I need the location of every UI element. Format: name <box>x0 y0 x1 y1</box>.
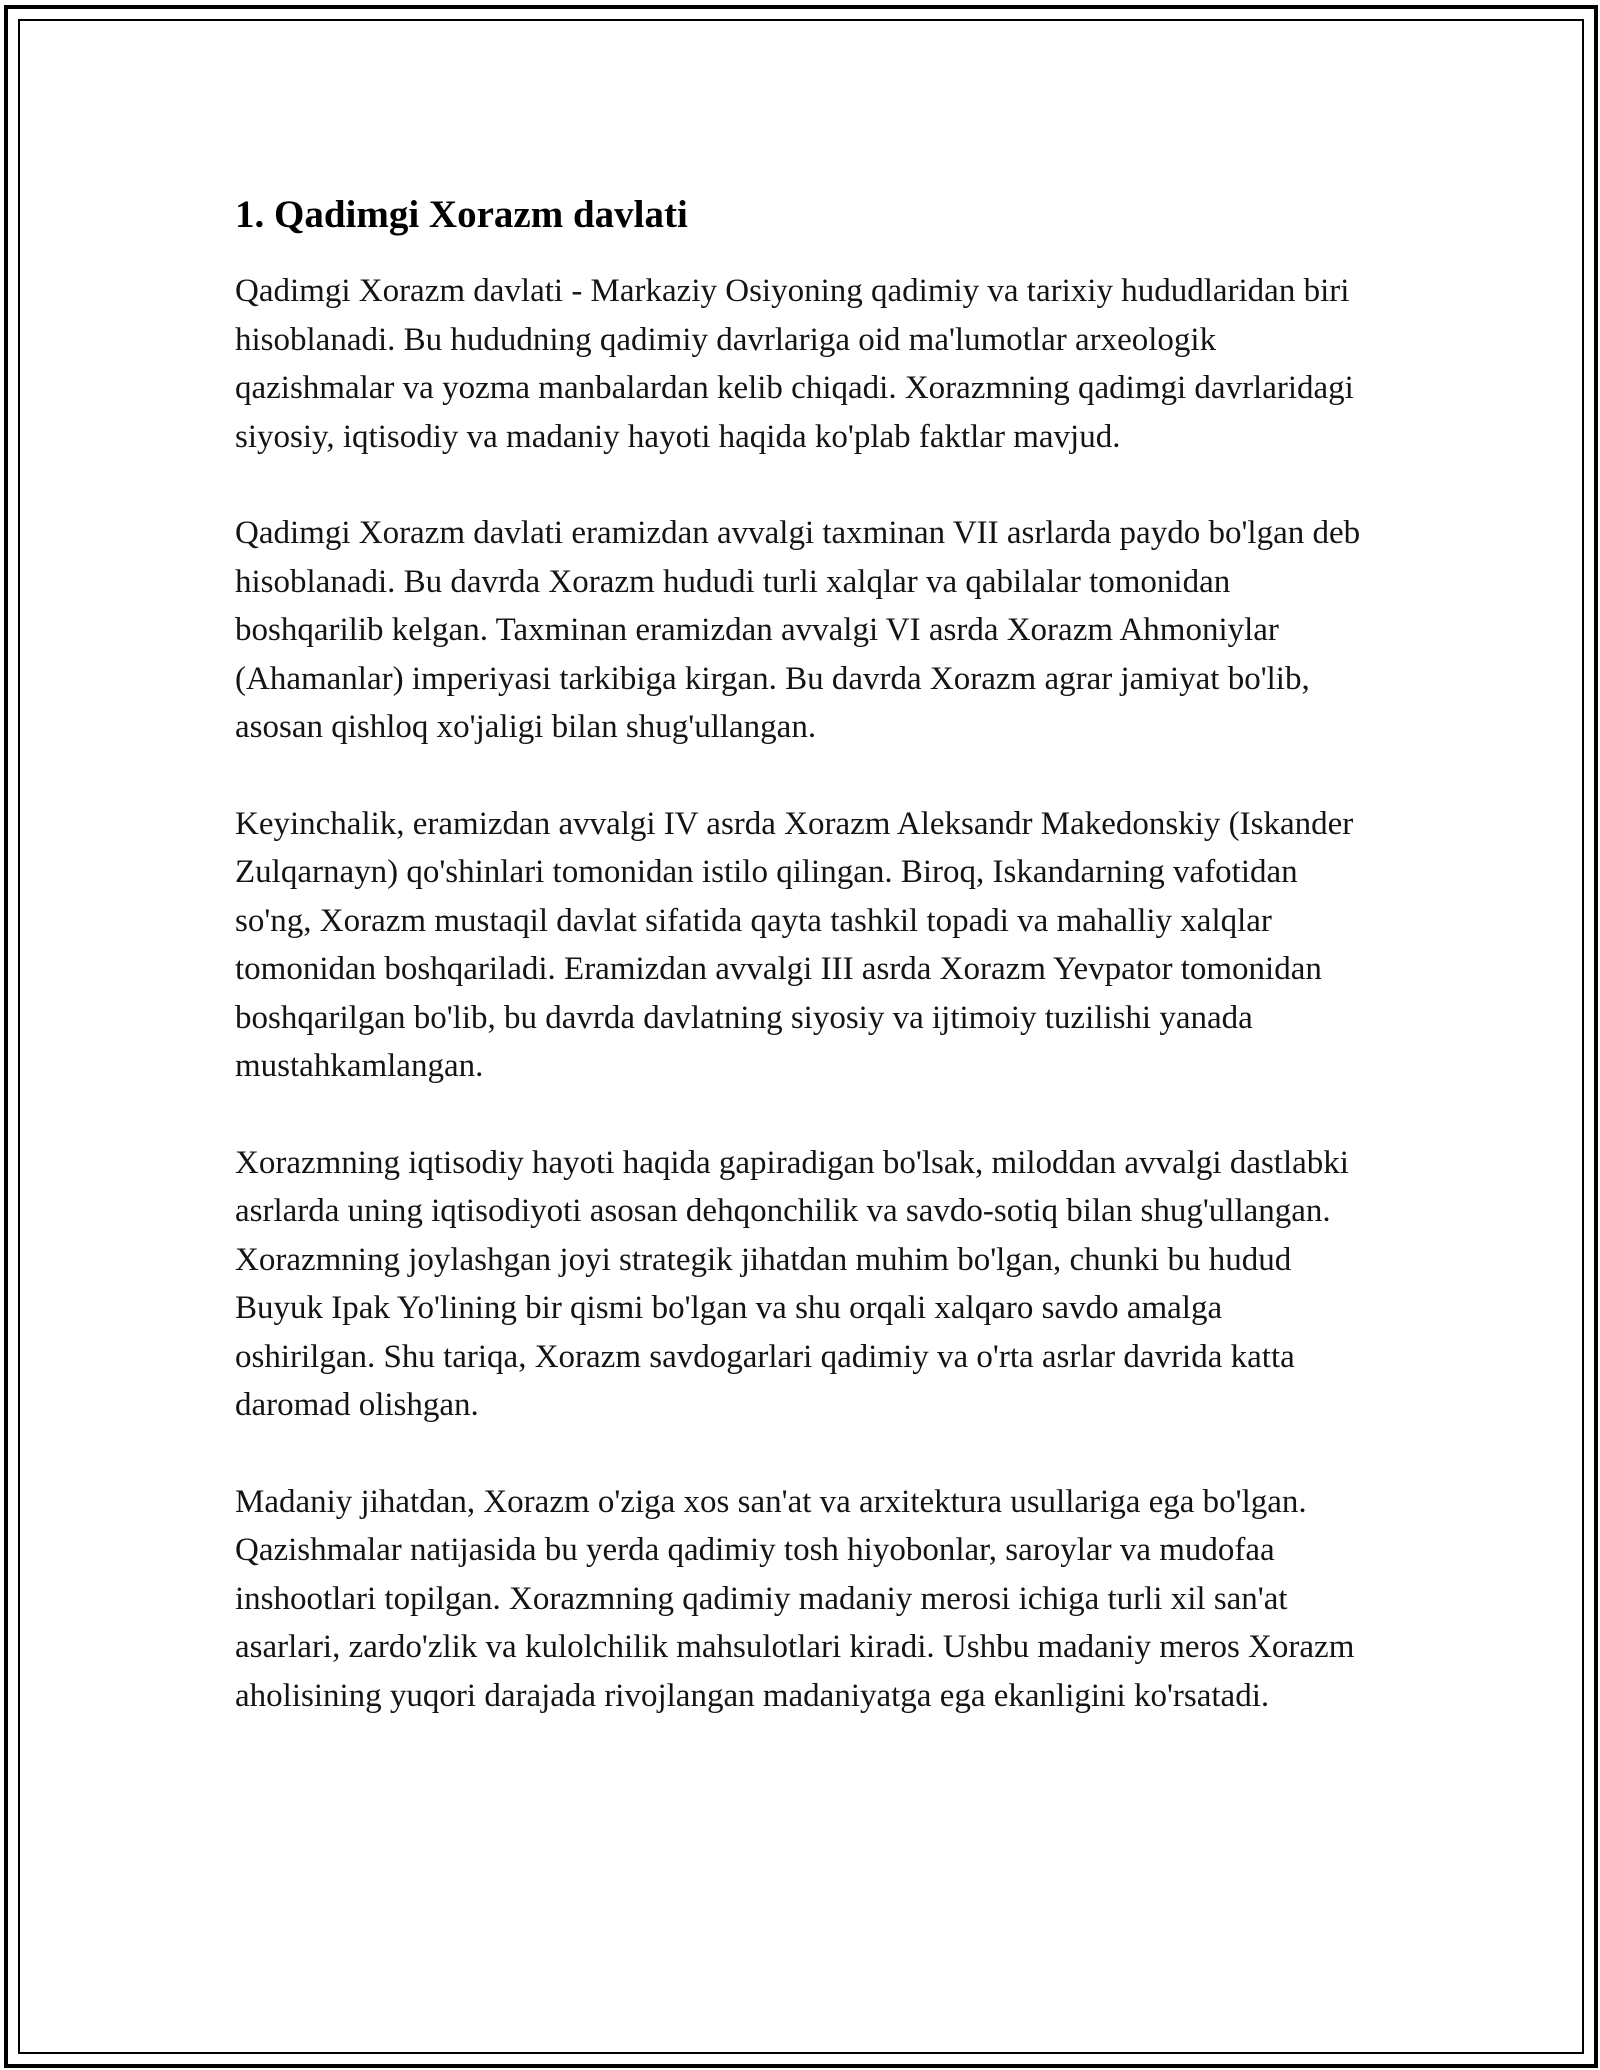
paragraph-5: Madaniy jihatdan, Xorazm o'ziga xos san'at va arxitektura usullariga ega bo'lgan. Qazishmalar natijasida bu yerda qadimiy tosh hiyobonlar, saroylar va mudofaa inshootlari topilgan. Xorazmning qadimiy madaniy merosi ichiga turli xil san'at asarlari, zardo'zlik va kulolchilik mahsulotlari kiradi. Ushbu madaniy meros Xorazm aholisining yuqori darajada rivojlangan madaniyatga ega ekanligini ko'rsatadi. <box>235 1483 1355 1714</box>
section-heading: 1. Qadimgi Xorazm davlati <box>235 193 688 236</box>
paragraph-1: Qadimgi Xorazm davlati - Markaziy Osiyoning qadimiy va tarixiy hududlaridan biri hisoblanadi. Bu hududning qadimiy davrlariga oid ma'lumotlar arxeologik qazishmalar va yozma manbalardan kelib chiqadi. Xorazmning qadimgi davrlaridagi siyosiy, iqtisodiy va madaniy hayoti haqida ko'plab faktlar mavjud. <box>235 273 1354 455</box>
paragraph-4: Xorazmning iqtisodiy hayoti haqida gapiradigan bo'lsak, miloddan avvalgi dastlabki asrlarda uning iqtisodiyoti asosan dehqonchilik va savdo-sotiq bilan shug'ullangan. Xorazmning joylashgan joyi strategik jihatdan muhim bo'lgan, chunki bu hudud Buyuk Ipak Yo'lining bir qismi bo'lgan va shu orqali xalqaro savdo amalga oshirilgan. Shu tariqa, Xorazm savdogarlari qadimiy va o'rta asrlar davrida katta daromad olishgan. <box>235 1144 1349 1423</box>
document-body <box>235 190 1370 1768</box>
paragraph-2: Qadimgi Xorazm davlati eramizdan avvalgi taxminan VII asrlarda paydo bo'lgan deb hisoblanadi. Bu davrda Xorazm hududi turli xalqlar va qabilalar tomonidan boshqarilib kelgan. Taxminan eramizdan avvalgi VI asrda Xorazm Ahmoniylar (Ahamanlar) imperiyasi tarkibiga kirgan. Bu davrda Xorazm agrar jamiyat bo'lib, asosan qishloq xo'jaligi bilan shug'ullangan. <box>235 515 1361 745</box>
paragraph-3: Keyinchalik, eramizdan avvalgi IV asrda Xorazm Aleksandr Makedonskiy (Iskander Zulqarnayn) qo'shinlari tomonidan istilo qilingan. Biroq, Iskandarning vafotidan so'ng, Xorazm mustaqil davlat sifatida qayta tashkil topadi va mahalliy xalqlar tomonidan boshqariladi. Eramizdan avvalgi III asrda Xorazm Yevpator tomonidan boshqarilgan bo'lib, bu davrda davlatning siyosiy va ijtimoiy tuzilishi yanada mustahkamlangan. <box>235 805 1354 1084</box>
